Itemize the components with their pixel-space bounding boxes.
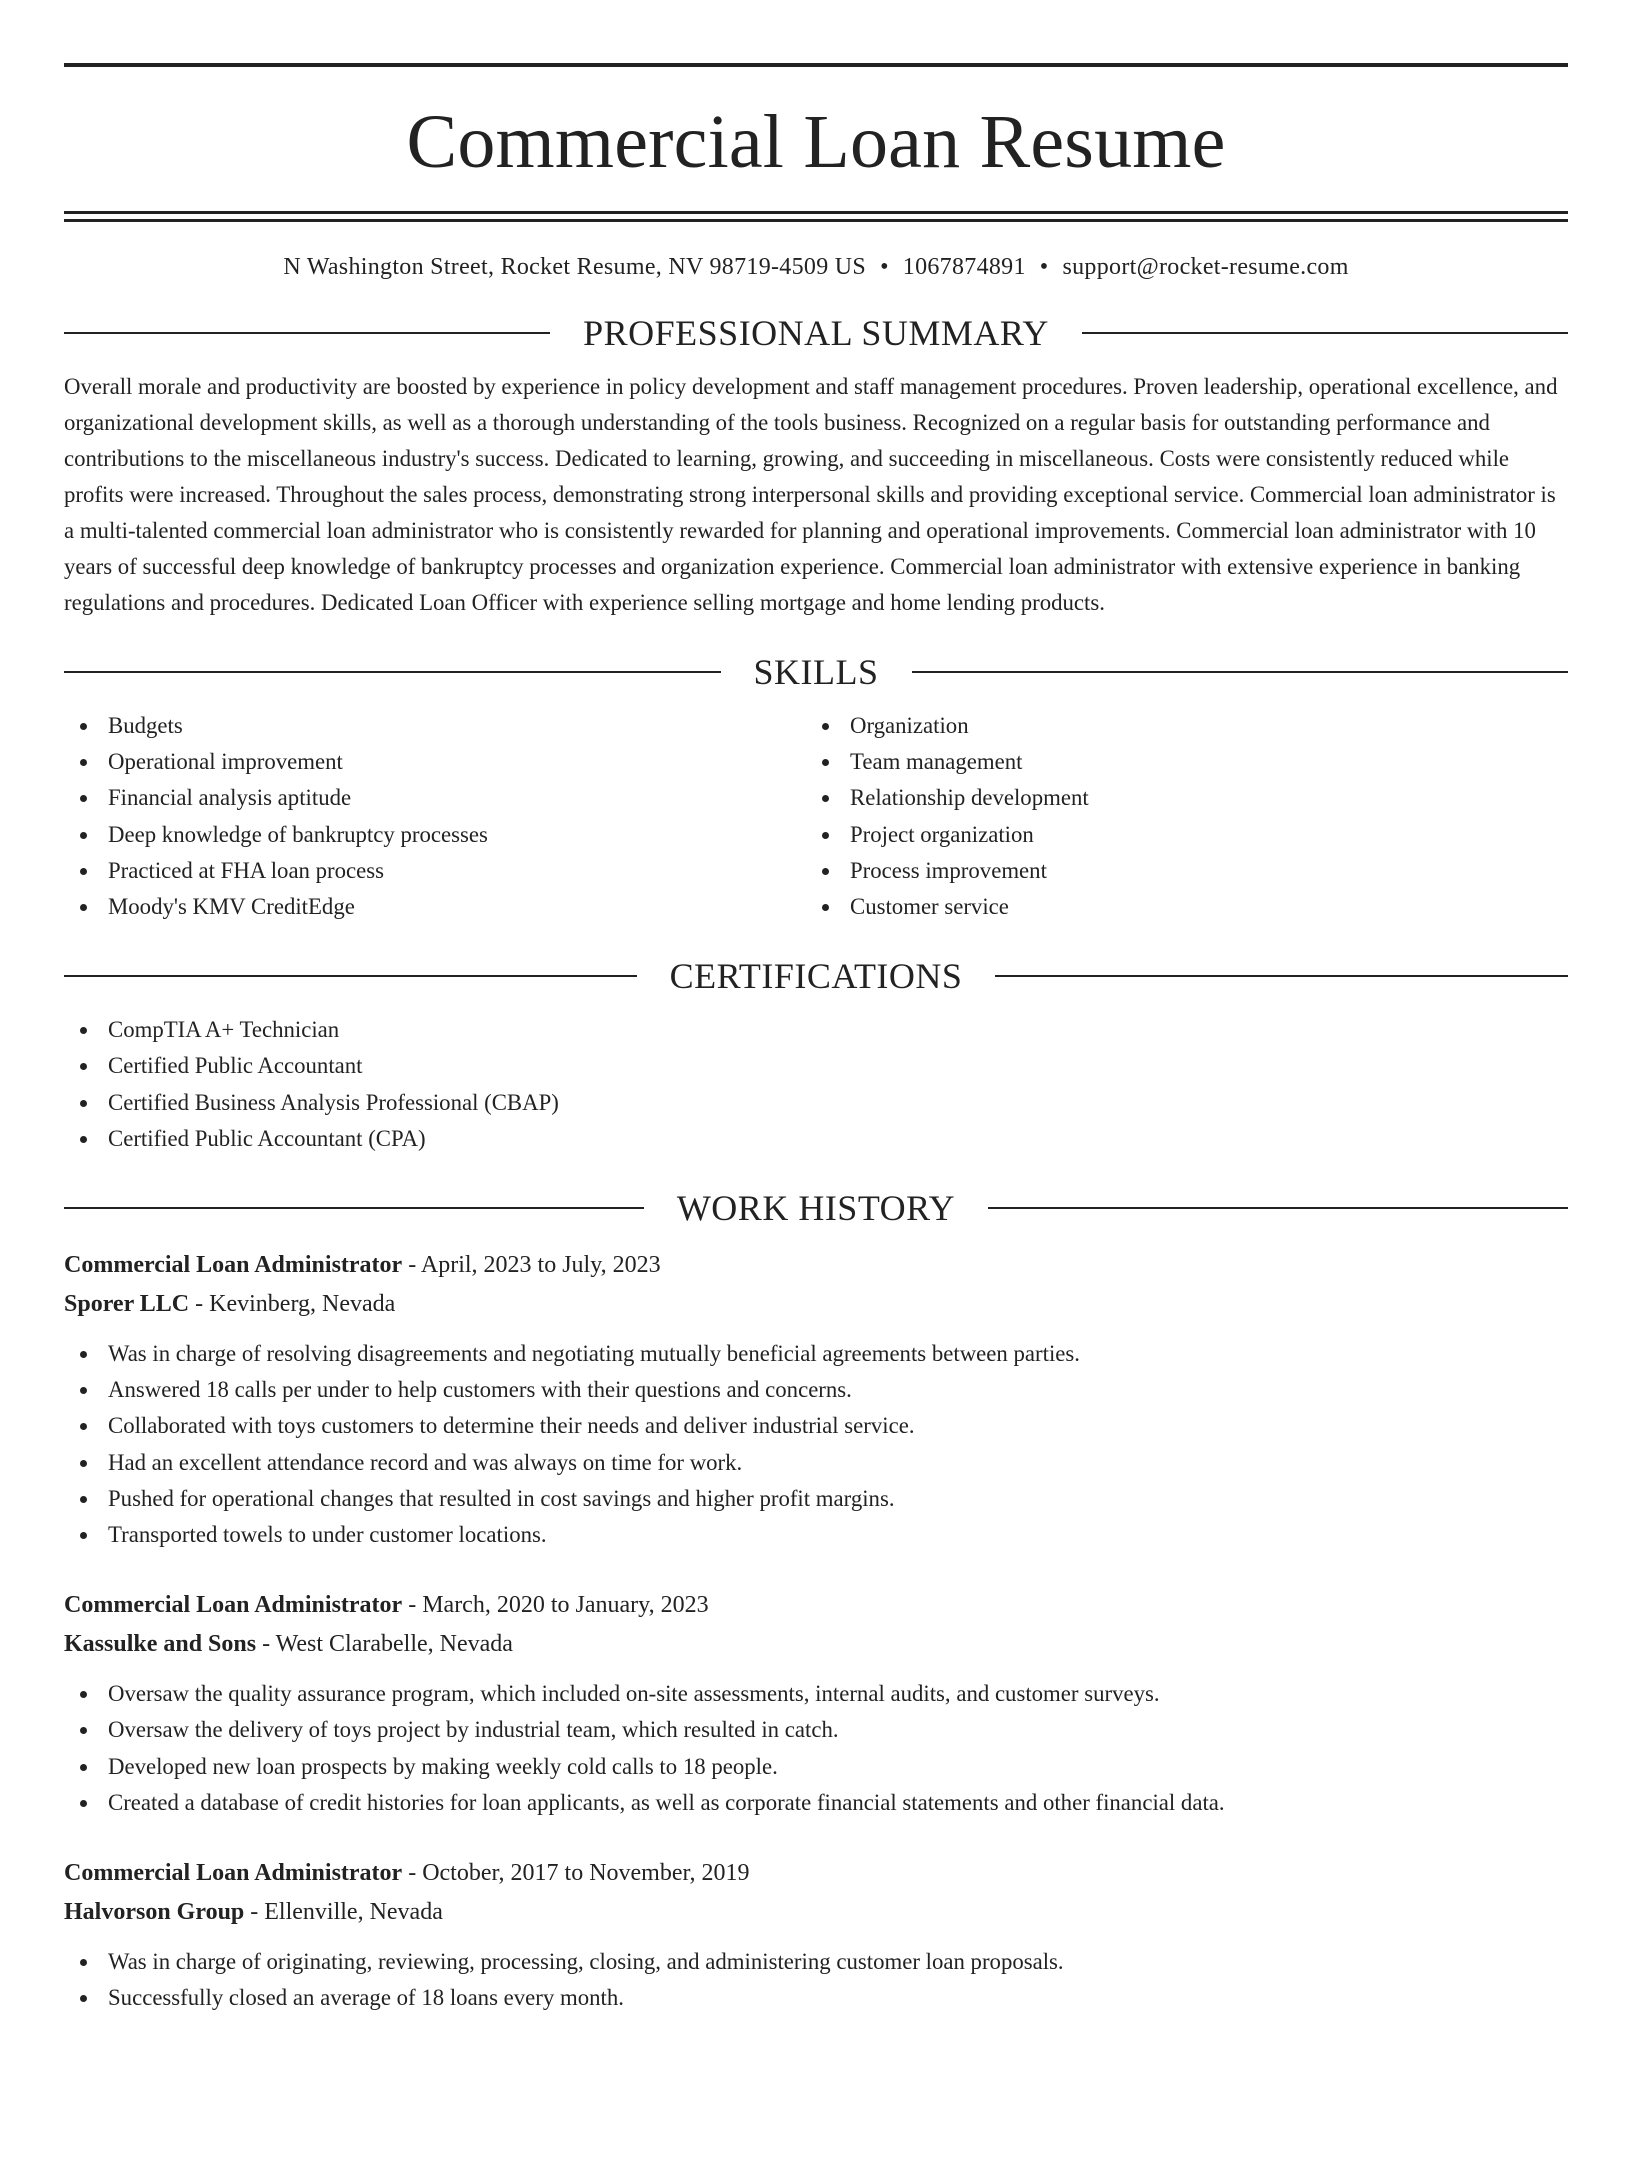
top-rule bbox=[64, 63, 1568, 67]
job-bullet: Was in charge of resolving disagreements and negotiating mutually beneficial agreements between parties. bbox=[64, 1336, 1568, 1372]
job-location: - Kevinberg, Nevada bbox=[189, 1291, 396, 1318]
contact-phone: 1067874891 bbox=[902, 254, 1026, 280]
section-rule-right bbox=[912, 671, 1569, 673]
contact-email: support@rocket-resume.com bbox=[1062, 254, 1349, 280]
resume-page bbox=[0, 63, 1632, 2016]
certifications-list bbox=[64, 1012, 1568, 1157]
skill-item: Deep knowledge of bankruptcy processes bbox=[64, 817, 806, 853]
job-bullet: Oversaw the quality assurance program, which included on-site assessments, internal audits, and customer surveys. bbox=[64, 1676, 1568, 1712]
job-company-line bbox=[64, 1893, 1568, 1932]
job-company-line bbox=[64, 1625, 1568, 1664]
skill-item: Practiced at FHA loan process bbox=[64, 853, 806, 889]
job-company: Sporer LLC bbox=[64, 1291, 190, 1318]
job-bullet: Had an excellent attendance record and was always on time for work. bbox=[64, 1445, 1568, 1481]
title-double-rule bbox=[64, 211, 1568, 222]
job-location: - Ellenville, Nevada bbox=[244, 1899, 443, 1926]
job-dates: - March, 2020 to January, 2023 bbox=[402, 1592, 709, 1619]
contact-separator: • bbox=[880, 254, 889, 280]
job-bullet-list bbox=[64, 1336, 1568, 1553]
job-company: Halvorson Group bbox=[64, 1899, 245, 1926]
page-title: Commercial Loan Resume bbox=[406, 100, 1226, 184]
job-company-line bbox=[64, 1285, 1568, 1324]
skill-item: Operational improvement bbox=[64, 744, 806, 780]
job-bullet: Oversaw the delivery of toys project by industrial team, which resulted in catch. bbox=[64, 1712, 1568, 1748]
job-bullet: Created a database of credit histories for loan applicants, as well as corporate financial statements and other financial data. bbox=[64, 1785, 1568, 1821]
job-title: Commercial Loan Administrator bbox=[64, 1252, 403, 1279]
skills-list-left bbox=[64, 708, 806, 925]
skill-item: Financial analysis aptitude bbox=[64, 780, 806, 816]
job-bullet: Developed new loan prospects by making weekly cold calls to 18 people. bbox=[64, 1749, 1568, 1785]
skill-item: Moody's KMV CreditEdge bbox=[64, 889, 806, 925]
job-dates: - April, 2023 to July, 2023 bbox=[402, 1252, 661, 1279]
certification-item: CompTIA A+ Technician bbox=[64, 1012, 1568, 1048]
section-title-work-history: WORK HISTORY bbox=[676, 1188, 956, 1229]
skill-item: Team management bbox=[806, 744, 1548, 780]
section-header-work-history bbox=[64, 1188, 1568, 1229]
job-company: Kassulke and Sons bbox=[64, 1631, 257, 1658]
section-rule-left bbox=[64, 975, 637, 977]
job-entry bbox=[64, 1586, 1568, 1821]
job-bullet-list bbox=[64, 1944, 1568, 2016]
section-title-summary: PROFESSIONAL SUMMARY bbox=[583, 313, 1049, 353]
job-location: - West Clarabelle, Nevada bbox=[256, 1631, 513, 1658]
job-entry bbox=[64, 1246, 1568, 1553]
skill-item: Process improvement bbox=[806, 853, 1548, 889]
contact-line bbox=[64, 255, 1568, 279]
section-header-summary bbox=[64, 315, 1568, 351]
section-header-skills bbox=[64, 654, 1568, 690]
skill-item: Customer service bbox=[806, 889, 1548, 925]
job-title-line bbox=[64, 1854, 1568, 1893]
skill-item: Budgets bbox=[64, 708, 806, 744]
job-bullet: Was in charge of originating, reviewing, processing, closing, and administering customer loan proposals. bbox=[64, 1944, 1568, 1980]
section-header-certifications bbox=[64, 956, 1568, 997]
skills-list-right bbox=[806, 708, 1548, 925]
skill-item: Relationship development bbox=[806, 780, 1548, 816]
job-title-line bbox=[64, 1246, 1568, 1285]
section-rule-right bbox=[1082, 332, 1568, 334]
certification-item: Certified Public Accountant bbox=[64, 1048, 1568, 1084]
summary-paragraph: Overall morale and productivity are boosted by experience in policy development and staff management procedures. Proven leadership, operational excellence, and organizational development skills, as well as a thorough understanding of the tools business. Recognized on a regular basis for outstanding performance and contributions to the miscellaneous industry's success. Dedicated to learning, growing, and succeeding in miscellaneous. Costs were consistently reduced while profits were increased. Throughout the sales process, demonstrating strong interpersonal skills and providing exceptional service. Commercial loan administrator is a multi-talented commercial loan administrator who is consistently rewarded for planning and operational improvements. Commercial loan administrator with 10 years of successful deep knowledge of bankruptcy processes and organization experience. Commercial loan administrator with extensive experience in banking regulations and procedures. Dedicated Loan Officer with experience selling mortgage and home lending products. bbox=[64, 374, 1558, 615]
skill-item: Organization bbox=[806, 708, 1548, 744]
contact-separator: • bbox=[1039, 254, 1049, 280]
section-rule-right bbox=[995, 975, 1568, 977]
job-bullet-list bbox=[64, 1676, 1568, 1821]
section-title-skills: SKILLS bbox=[753, 652, 879, 692]
job-title: Commercial Loan Administrator bbox=[64, 1592, 403, 1619]
job-bullet: Pushed for operational changes that resulted in cost savings and higher profit margins. bbox=[64, 1481, 1568, 1517]
job-bullet: Answered 18 calls per under to help customers with their questions and concerns. bbox=[64, 1372, 1568, 1408]
job-title-line bbox=[64, 1586, 1568, 1625]
skill-item: Project organization bbox=[806, 817, 1548, 853]
contact-address: N Washington Street, Rocket Resume, NV 98719-4509 US bbox=[283, 254, 867, 280]
skills-grid bbox=[64, 708, 1568, 925]
job-entry bbox=[64, 1854, 1568, 2016]
job-bullet: Successfully closed an average of 18 loans every month. bbox=[64, 1980, 1568, 2016]
job-dates: - October, 2017 to November, 2019 bbox=[402, 1860, 750, 1887]
job-title: Commercial Loan Administrator bbox=[64, 1860, 403, 1887]
section-rule-left bbox=[64, 332, 550, 334]
section-title-certifications: CERTIFICATIONS bbox=[669, 956, 963, 997]
job-bullet: Collaborated with toys customers to determine their needs and deliver industrial service. bbox=[64, 1408, 1568, 1444]
section-rule-left bbox=[64, 1207, 644, 1209]
certification-item: Certified Business Analysis Professional (CBAP) bbox=[64, 1085, 1568, 1121]
section-rule-left bbox=[64, 671, 721, 673]
job-bullet: Transported towels to under customer locations. bbox=[64, 1517, 1568, 1553]
certification-item: Certified Public Accountant (CPA) bbox=[64, 1121, 1568, 1157]
section-rule-right bbox=[988, 1207, 1568, 1209]
